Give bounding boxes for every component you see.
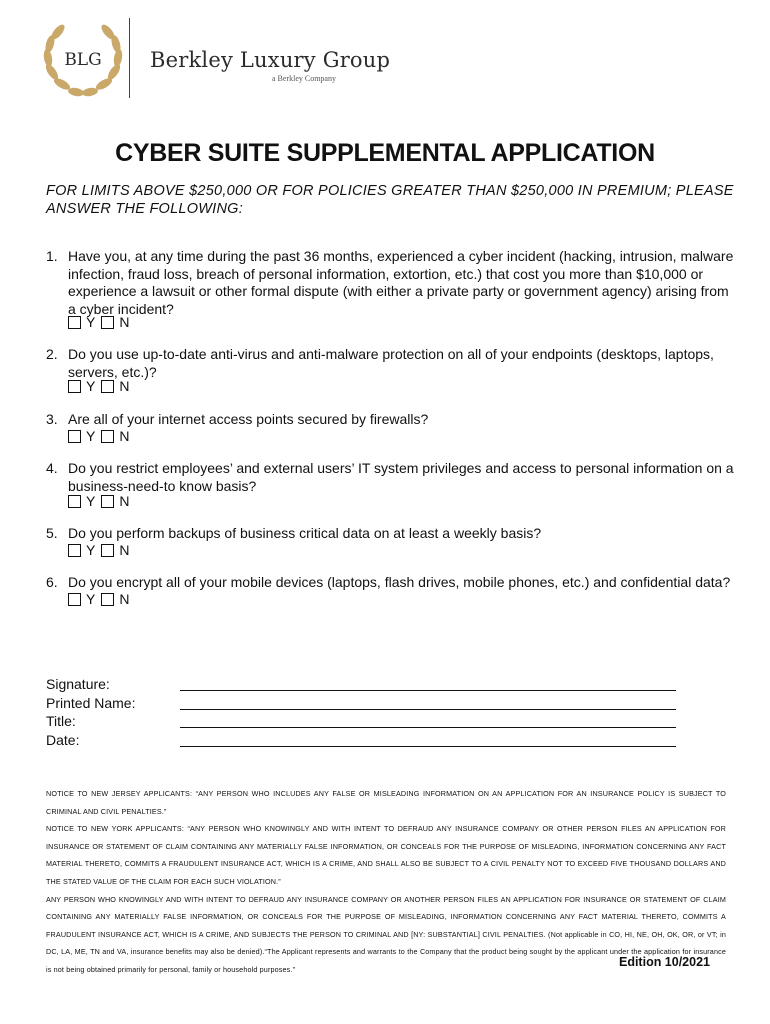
notice-new-jersey: NOTICE TO NEW JERSEY APPLICANTS: “ANY PERSON WHO INCLUDES ANY FALSE OR MISLEADING INFORMATION ON AN APPLICATION FOR AN INSURANCE POLICY IS SUBJECT TO CRIMINAL AND CIVIL PENALTIES.”	[46, 789, 726, 816]
question-number: 2.	[46, 346, 58, 362]
legal-notices	[46, 785, 726, 979]
no-checkbox[interactable]	[101, 593, 114, 606]
no-checkbox[interactable]	[101, 316, 114, 329]
printed-name-label: Printed Name:	[46, 694, 136, 711]
yes-checkbox[interactable]	[68, 430, 81, 443]
form-title: CYBER SUITE SUPPLEMENTAL APPLICATION	[115, 139, 655, 167]
printed-name-line[interactable]	[180, 709, 676, 710]
signature-row	[46, 676, 686, 695]
no-label: N	[119, 378, 130, 394]
no-label: N	[119, 428, 130, 444]
question-text: Do you perform backups of business critical data on at least a weekly basis?	[68, 525, 542, 541]
notice-general-fraud: ANY PERSON WHO KNOWINGLY AND WITH INTENT TO DEFRAUD ANY INSURANCE COMPANY OR ANOTHER PERSON FILES AN APPLICATION FOR INSURANCE OR STATEMENT OF CLAIM CONTAINING ANY MATERIALLY FALSE INFORMATION, OR CONCEALS FOR THE PURPOSE OF MISLEADING, INFORMATION CONCERNING ANY FACT MATERIAL THERETO, COMMITS A FRAUDULENT INSURANCE ACT, WHICH IS A CRIME, AND SUBJECTS THE PERSON TO CRIMINAL AND [NY: SUBSTANTIAL] CIVIL PENALTIES. (Not applicable in CO, HI, NE, OH, OK, OR, or VT; in DC, LA, ME, TN and VA, insurance benefits may also be denied).“The Applicant represents and warrants to the Company that the product being sought by the applicant under the application for insurance is not being obtained primarily for personal, family or household purposes.”	[46, 894, 726, 974]
no-label: N	[119, 542, 130, 558]
date-line[interactable]	[180, 746, 676, 747]
yes-no-options	[68, 493, 135, 511]
yes-checkbox[interactable]	[68, 380, 81, 393]
question-number: 6.	[46, 574, 58, 590]
yes-no-options	[68, 542, 135, 560]
date-row	[46, 732, 686, 751]
yes-label: Y	[86, 314, 96, 330]
notice-new-york: NOTICE TO NEW YORK APPLICANTS: “ANY PERSON WHO KNOWINGLY AND WITH INTENT TO DEFRAUD ANY INSURANCE COMPANY OR OTHER PERSON FILES AN APPLICATION FOR INSURANCE OR STATEMENT OF CLAIM CONTAINING ANY MATERIALLY FALSE INFORMATION, OR CONCEALS FOR THE PURPOSE OF MISLEADING, INFORMATION CONCERNING ANY FACT MATERIAL THERETO, COMMITS A FRAUDULENT INSURANCE ACT, WHICH IS A CRIME, AND SHALL ALSO BE SUBJECT TO A CIVIL PENALTY NOT TO EXCEED FIVE THOUSAND DOLLARS AND THE STATED VALUE OF THE CLAIM FOR EACH SUCH VIOLATION.”	[46, 824, 726, 886]
yes-checkbox[interactable]	[68, 495, 81, 508]
question-text: Do you use up-to-date anti-virus and anti-malware protection on all of your endpoints (desktops, laptops, servers, etc.)?	[68, 346, 714, 380]
yes-no-options	[68, 428, 135, 446]
company-logo	[38, 14, 391, 104]
question-text: Are all of your internet access points secured by firewalls?	[68, 411, 429, 427]
logo-divider	[129, 18, 130, 98]
no-label: N	[119, 493, 130, 509]
title-label: Title:	[46, 713, 76, 729]
question-text: Have you, at any time during the past 36 months, experienced a cyber incident (hacking, intrusion, malware infection, fraud loss, breach of personal information, extortion, etc.) that cost you more than $10,000 or experience a lawsuit or other formal dispute (with either a private party or government agency) arising from a cyber incident?	[68, 248, 734, 317]
title-row	[46, 713, 686, 732]
no-checkbox[interactable]	[101, 544, 114, 557]
laurel-wreath-icon	[38, 14, 128, 104]
yes-label: Y	[86, 591, 96, 607]
no-checkbox[interactable]	[101, 380, 114, 393]
date-label: Date:	[46, 731, 80, 748]
no-label: N	[119, 591, 130, 607]
logo-tagline: a Berkley Company	[272, 74, 336, 83]
yes-label: Y	[86, 542, 96, 558]
question-number: 5.	[46, 525, 58, 541]
question-number: 3.	[46, 411, 58, 427]
yes-checkbox[interactable]	[68, 544, 81, 557]
no-checkbox[interactable]	[101, 495, 114, 508]
no-label: N	[119, 314, 130, 330]
signature-label: Signature:	[46, 676, 110, 692]
yes-label: Y	[86, 493, 96, 509]
yes-checkbox[interactable]	[68, 316, 81, 329]
question-text: Do you encrypt all of your mobile devices (laptops, flash drives, mobile phones, etc.) and confidential data?	[68, 574, 731, 590]
yes-no-options	[68, 378, 135, 396]
form-subtitle: FOR LIMITS ABOVE $250,000 OR FOR POLICIES GREATER THAN $250,000 IN PREMIUM; PLEASE ANSWER THE FOLLOWING:	[46, 183, 734, 217]
logo-monogram: BLG	[64, 50, 102, 70]
logo-company-name: Berkley Luxury Group	[150, 48, 391, 72]
yes-label: Y	[86, 428, 96, 444]
yes-label: Y	[86, 378, 96, 394]
question-number: 4.	[46, 460, 58, 476]
signature-line[interactable]	[180, 690, 676, 691]
yes-no-options	[68, 314, 135, 332]
edition-label: Edition 10/2021	[618, 955, 710, 969]
title-line[interactable]	[180, 727, 676, 728]
question-text: Do you restrict employees’ and external users’ IT system privileges and access to personal information on a business-need-to know basis?	[68, 460, 734, 494]
signature-block	[46, 676, 686, 750]
no-checkbox[interactable]	[101, 430, 114, 443]
yes-no-options	[68, 591, 135, 609]
question-number: 1.	[46, 248, 58, 264]
yes-checkbox[interactable]	[68, 593, 81, 606]
printed-name-row	[46, 695, 686, 714]
